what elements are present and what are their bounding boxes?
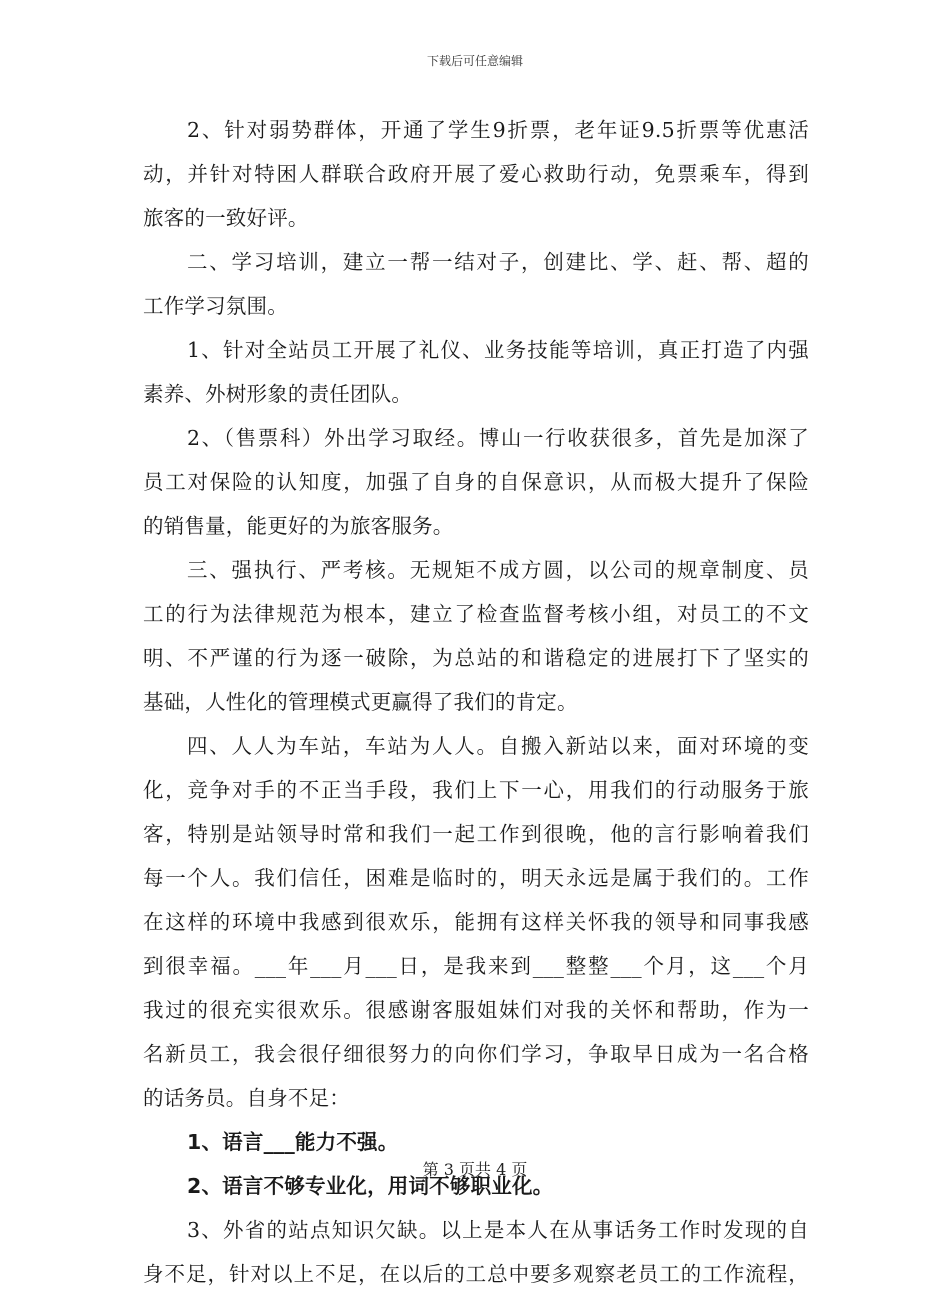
- text-line: 基础，人性化的管理模式更赢得了我们的肯定。: [143, 690, 578, 714]
- document-body: [143, 108, 809, 1296]
- text-line: 员工对保险的认知度，加强了自身的自保意识，从而极大提升了保险: [143, 470, 809, 494]
- page-footer: 第 3 页共 4 页: [422, 1160, 528, 1179]
- text-line: 化，竞争对手的不正当手段，我们上下一心，用我们的行动服务于旅: [143, 778, 809, 802]
- page-header: 下载后可任意编辑: [426, 54, 523, 68]
- text-line: 明、不严谨的行为逐一破除，为总站的和谐稳定的进展打下了坚实的: [143, 646, 809, 670]
- text-line: 2、（售票科）外出学习取经。博山一行收获很多，首先是加深了: [187, 426, 809, 450]
- text-line: 2、针对弱势群体，开通了学生9折票，老年证9.5折票等优惠活: [187, 118, 809, 142]
- text-line: 旅客的一致好评。: [143, 206, 309, 230]
- text-line: 1、针对全站员工开展了礼仪、业务技能等培训，真正打造了内强: [187, 338, 809, 362]
- text-line: 我过的很充实很欢乐。很感谢客服姐妹们对我的关怀和帮助，作为一: [143, 998, 809, 1022]
- text-line: 工作学习氛围。: [143, 294, 288, 318]
- text-line: 的话务员。自身不足：: [143, 1086, 350, 1110]
- text-line: 1、语言___能力不强。: [187, 1130, 399, 1154]
- text-line: 二、学习培训，建立一帮一结对子，创建比、学、赶、帮、超的: [187, 250, 809, 274]
- text-line: 四、人人为车站，车站为人人。自搬入新站以来，面对环境的变: [187, 734, 809, 758]
- text-line: 动，并针对特困人群联合政府开展了爱心救助行动，免票乘车，得到: [143, 162, 809, 186]
- text-line: 的销售量，能更好的为旅客服务。: [143, 514, 454, 538]
- text-line: 每一个人。我们信任，困难是临时的，明天永远是属于我们的。工作: [143, 866, 809, 890]
- text-line: 身不足，针对以上不足，在以后的工总中要多观察老员工的工作流程，: [143, 1262, 809, 1286]
- text-line: 2、语言不够专业化，用词不够职业化。: [187, 1174, 554, 1198]
- text-line: 到很幸福。___年___月___日，是我来到___整整___个月，这___个月: [143, 954, 809, 978]
- text-line: 在这样的环境中我感到很欢乐，能拥有这样关怀我的领导和同事我感: [143, 910, 809, 934]
- text-line: 素养、外树形象的责任团队。: [143, 382, 413, 406]
- text-line: 客，特别是站领导时常和我们一起工作到很晚，他的言行影响着我们: [143, 822, 809, 846]
- text-line: 三、强执行、严考核。无规矩不成方圆，以公司的规章制度、员: [187, 558, 809, 582]
- text-line: 名新员工，我会很仔细很努力的向你们学习，争取早日成为一名合格: [143, 1042, 809, 1066]
- text-line: 3、外省的站点知识欠缺。以上是本人在从事话务工作时发现的自: [187, 1218, 809, 1242]
- text-line: 工的行为法律规范为根本，建立了检查监督考核小组，对员工的不文: [143, 602, 809, 626]
